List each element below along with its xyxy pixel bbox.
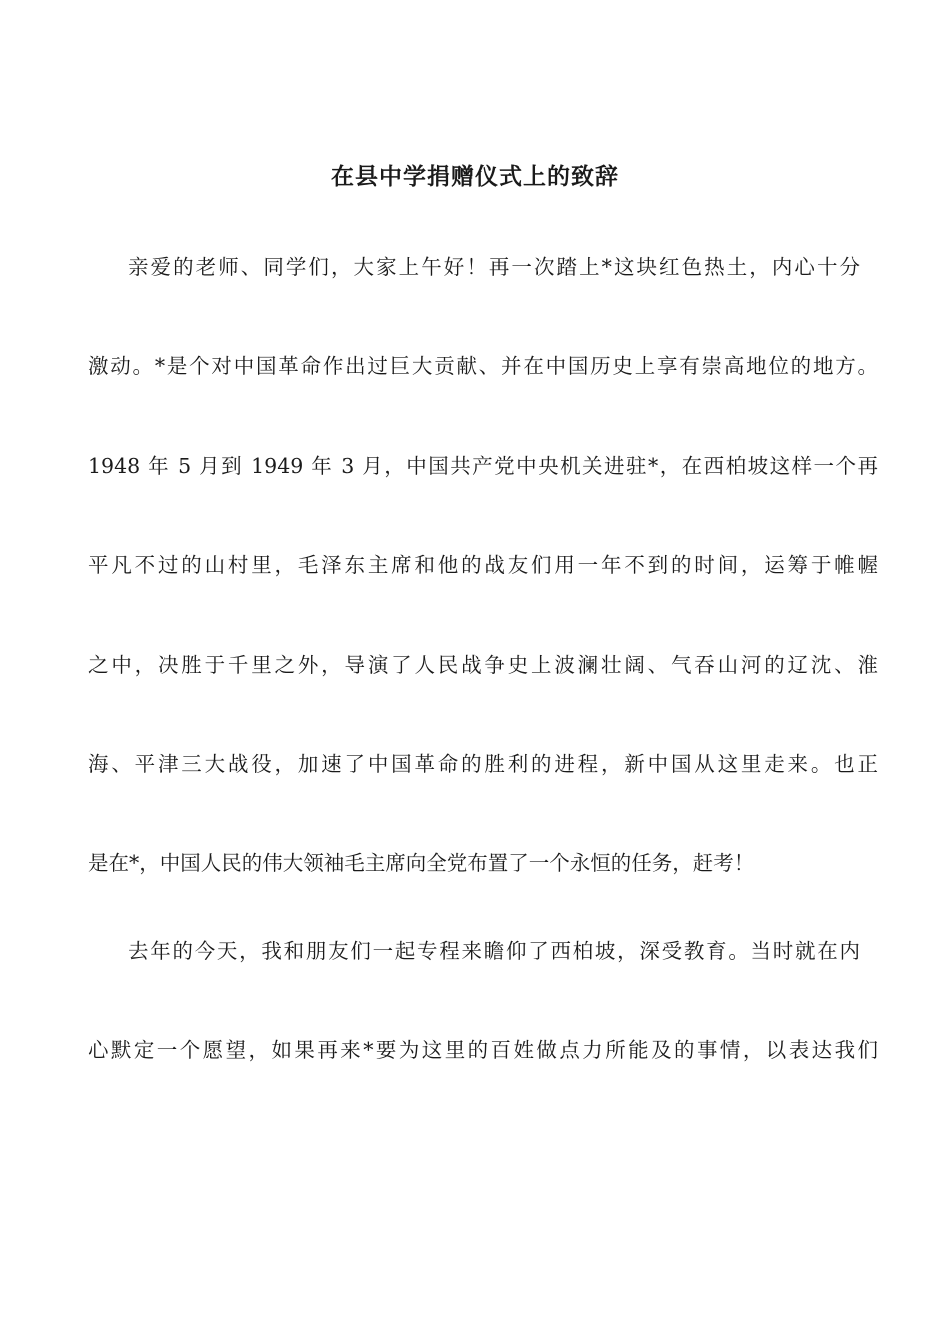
paragraph-line: 是在*，中国人民的伟大领袖毛主席向全党布置了一个永恒的任务，赶考！ xyxy=(88,851,755,875)
paragraph-line: 平凡不过的山村里，毛泽东主席和他的战友们用一年不到的时间，运筹于帷幄 xyxy=(88,553,878,577)
paragraph-line: 之中，决胜于千里之外，导演了人民战争史上波澜壮阔、气吞山河的辽沈、淮 xyxy=(88,653,878,677)
paragraph-line: 去年的今天，我和朋友们一起专程来瞻仰了西柏坡，深受教育。当时就在内 xyxy=(128,939,860,963)
paragraph-line: 1948 年 5 月到 1949 年 3 月，中国共产党中央机关进驻*，在西柏坡这样一个再 xyxy=(88,454,878,478)
paragraph-line: 心默定一个愿望，如果再来*要为这里的百姓做点力所能及的事情，以表达我们 xyxy=(88,1038,878,1062)
paragraph-line: 亲爱的老师、同学们，大家上午好！再一次踏上*这块红色热土，内心十分 xyxy=(128,255,860,279)
paragraph-line: 激动。*是个对中国革命作出过巨大贡献、并在中国历史上享有崇高地位的地方。 xyxy=(88,354,878,378)
document-title: 在县中学捐赠仪式上的致辞 xyxy=(331,163,619,190)
paragraph-line: 海、平津三大战役，加速了中国革命的胜利的进程，新中国从这里走来。也正 xyxy=(88,752,878,776)
